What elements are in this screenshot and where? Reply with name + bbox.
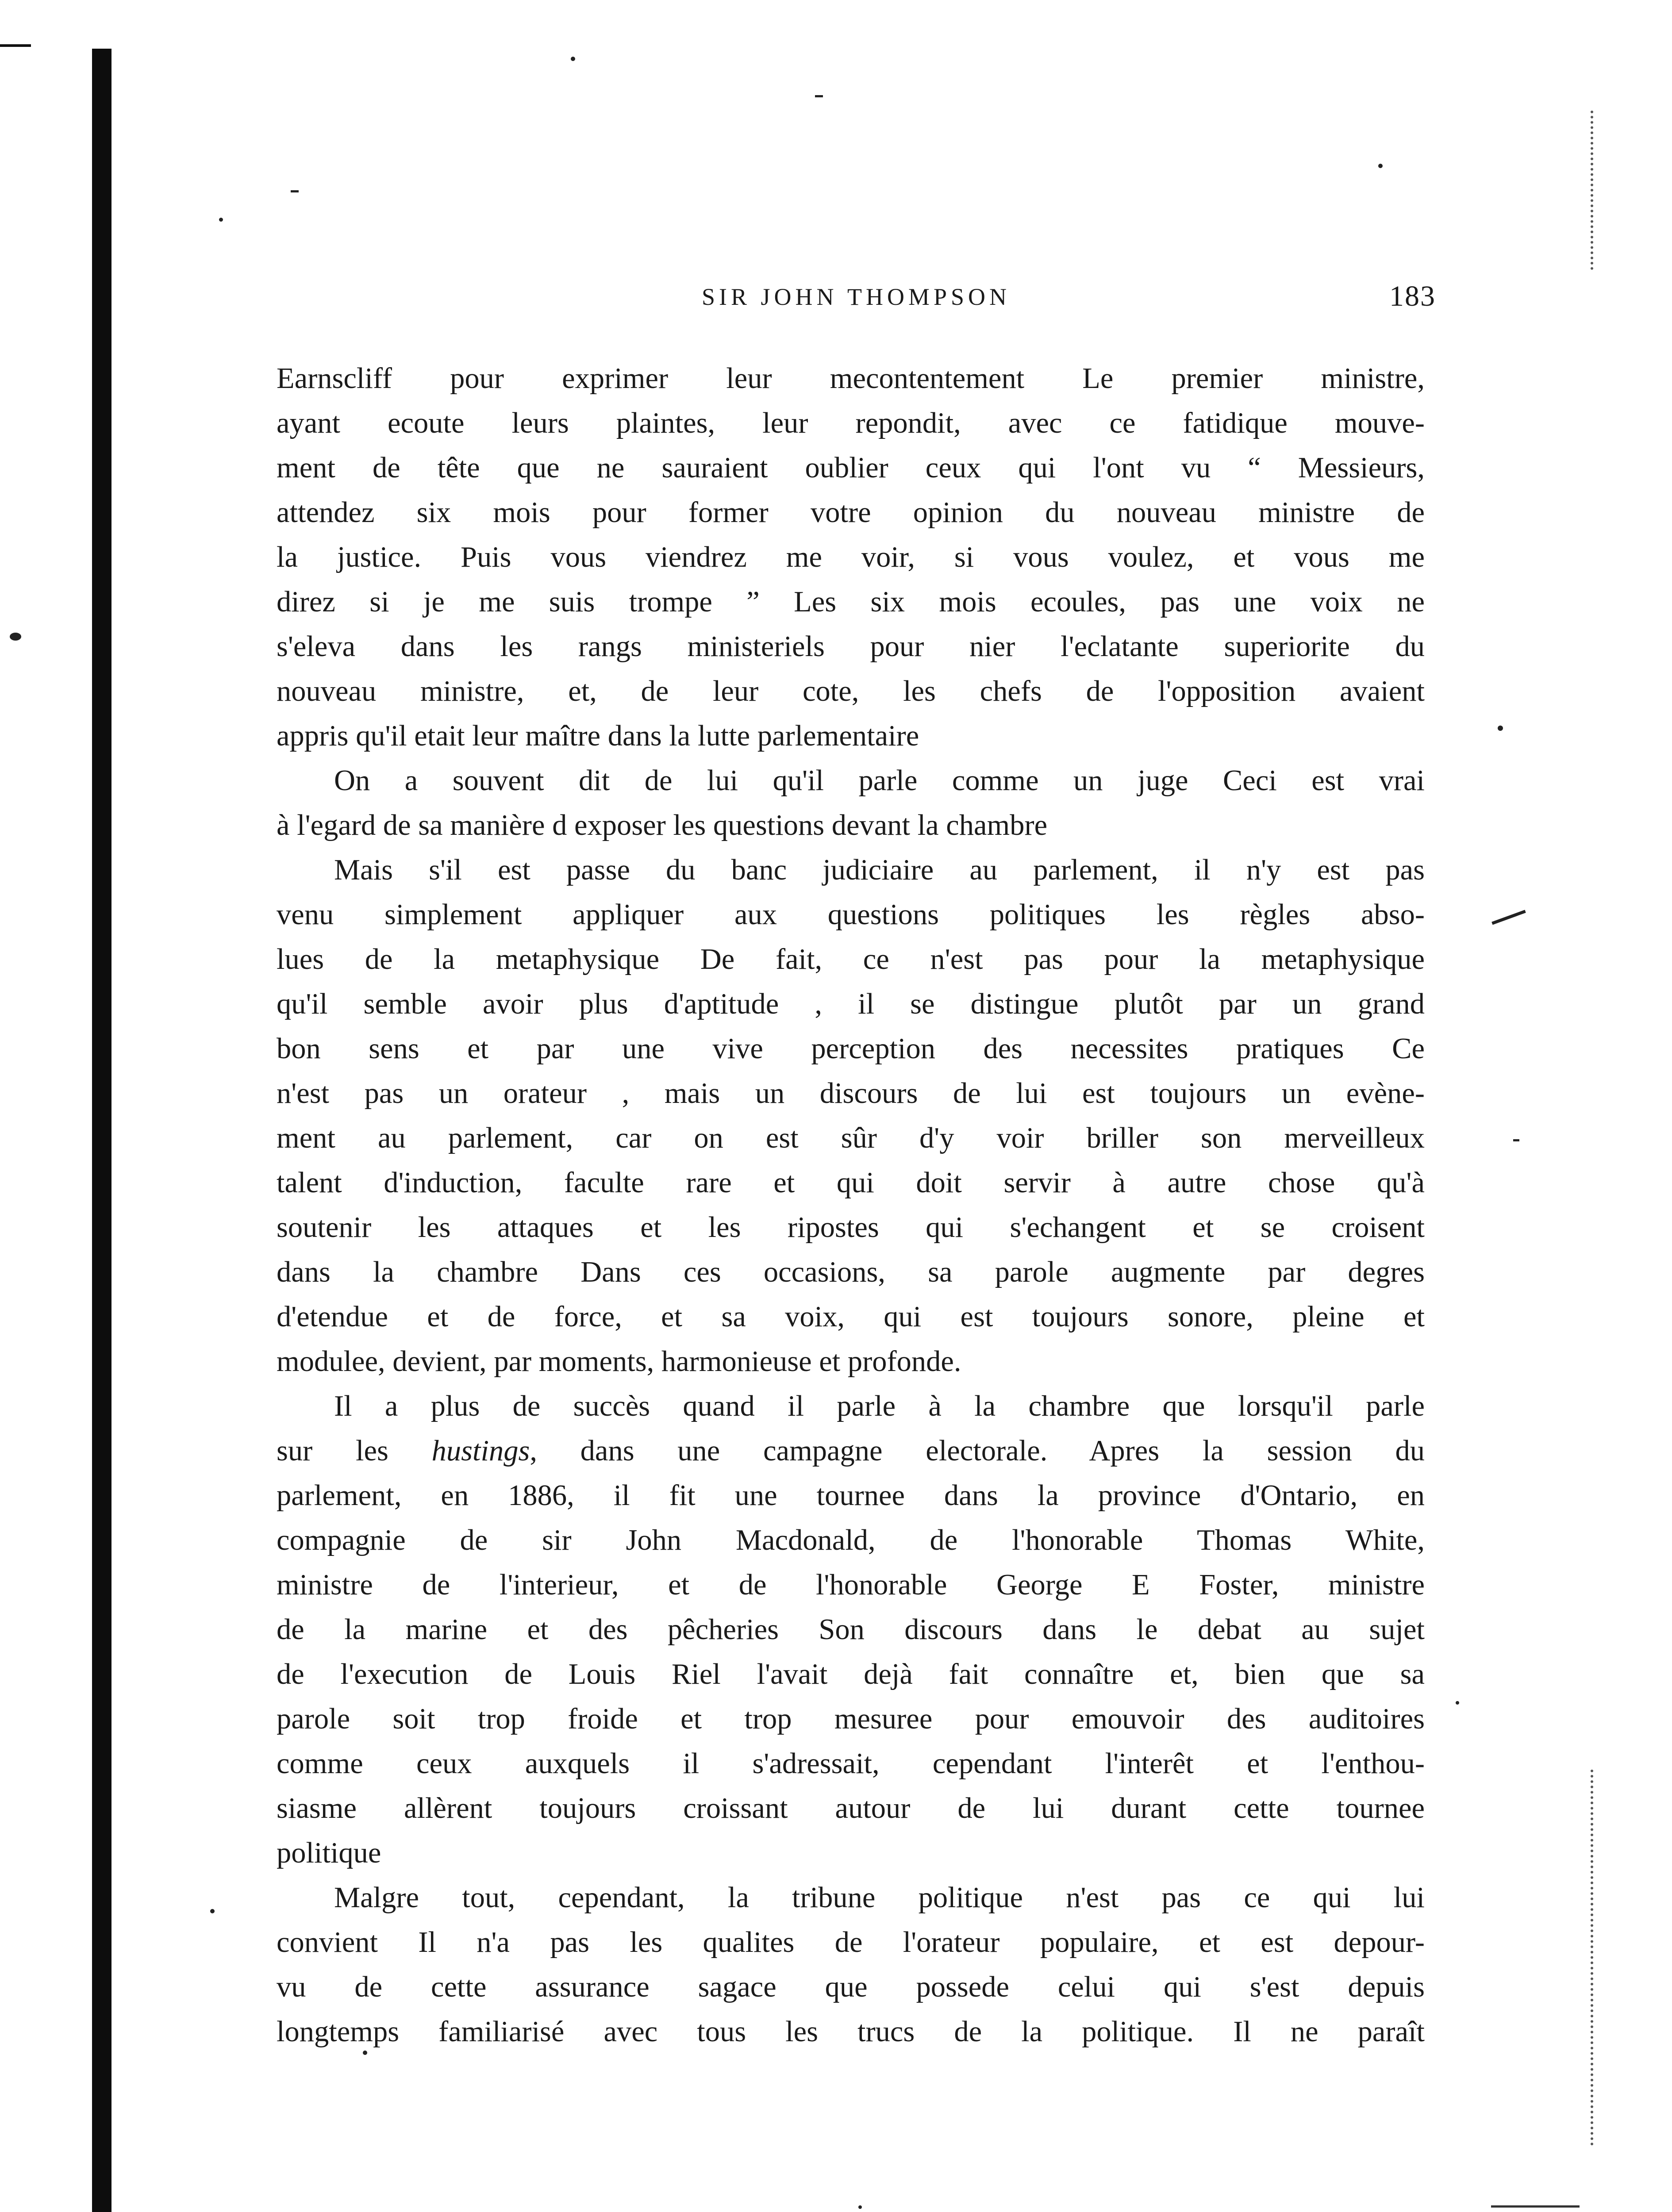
text-line: parlement, en 1886, il fit une tournee dans la province d'Ontario, en — [277, 1479, 1425, 1512]
text-line: direz si je me suis trompe ” Les six mois ecoules, pas une voix ne — [277, 586, 1425, 618]
text-line: venu simplement appliquer aux questions politiques les règles abso- — [277, 899, 1425, 931]
scan-dotted-edge — [1591, 111, 1597, 270]
paragraph-2 — [277, 758, 1425, 848]
paragraph-1 — [277, 356, 1425, 758]
scan-speck — [10, 633, 21, 641]
text-line: Mais s'il est passe du banc judiciaire au parlement, il n'y est pas — [334, 854, 1425, 886]
text-line: attendez six mois pour former votre opinion du nouveau ministre de — [277, 496, 1425, 529]
text-line: comme ceux auxquels il s'adressait, cependant l'interêt et l'enthou- — [277, 1747, 1425, 1780]
text-line: d'etendue et de force, et sa voix, qui est toujours sonore, pleine et — [277, 1301, 1425, 1333]
scan-mark — [815, 95, 823, 97]
text-line: de la marine et des pêcheries Son discours dans le debat au sujet — [277, 1613, 1425, 1646]
text-line: nouveau ministre, et, de leur cote, les chefs de l'opposition avaient — [277, 675, 1425, 707]
text-line: Il a plus de succès quand il parle à la chambre que lorsqu'il parle — [334, 1390, 1425, 1422]
scan-speck — [1498, 726, 1503, 731]
running-title: SIR JOHN THOMPSON — [701, 284, 1011, 310]
binding-edge — [92, 49, 111, 2212]
scan-dotted-edge — [1591, 1770, 1597, 2146]
italic-word: hustings — [431, 1435, 530, 1467]
body-text — [277, 356, 1425, 2054]
scan-speck — [571, 57, 575, 61]
text-line: de l'execution de Louis Riel l'avait dejà fait connaître et, bien que sa — [277, 1658, 1425, 1690]
scan-speck — [858, 2205, 862, 2209]
text-line: compagnie de sir John Macdonald, de l'honorable Thomas White, — [277, 1524, 1425, 1556]
paragraph-4 — [277, 1384, 1425, 1875]
text-line: ayant ecoute leurs plaintes, leur repondit, avec ce fatidique mouve- — [277, 407, 1425, 439]
text-line: qu'il semble avoir plus d'aptitude , il se distingue plutôt par un grand — [277, 988, 1425, 1020]
text-line: sur les hustings, dans une campagne electorale. Apres la session du — [277, 1435, 1425, 1467]
text-line: talent d'induction, faculte rare et qui doit servir à autre chose qu'à — [277, 1167, 1425, 1199]
text-line: On a souvent dit de lui qu'il parle comme un juge Ceci est vrai — [334, 764, 1425, 797]
scan-rule — [1491, 2205, 1580, 2208]
text-line: ment de tête que ne sauraient oublier ceux qui l'ont vu “ Messieurs, — [277, 452, 1425, 484]
text-line: parole soit trop froide et trop mesuree pour emouvoir des auditoires — [277, 1703, 1425, 1735]
text-line: longtemps familiarisé avec tous les trucs de la politique. Il ne paraît — [277, 2016, 1425, 2048]
scan-mark — [291, 190, 299, 192]
text-line: n'est pas un orateur , mais un discours de lui est toujours un evène- — [277, 1077, 1425, 1110]
scan-speck — [1378, 164, 1383, 168]
text-line: à l'egard de sa manière d exposer les questions devant la chambre — [277, 809, 1048, 841]
text-line: lues de la metaphysique De fait, ce n'est pas pour la metaphysique — [277, 943, 1425, 975]
text-line: appris qu'il etait leur maître dans la lutte parlementaire — [277, 720, 919, 752]
text-line: Earnscliff pour exprimer leur mecontentement Le premier ministre, — [277, 362, 1425, 395]
page-number: 183 — [1389, 280, 1436, 312]
text-line: politique — [277, 1837, 381, 1869]
text-line: Malgre tout, cependant, la tribune politique n'est pas ce qui lui — [334, 1882, 1425, 1914]
binding-tick-mark — [0, 44, 31, 47]
scan-mark — [1491, 910, 1526, 925]
scan-speck — [1456, 1701, 1459, 1705]
text-line: soutenir les attaques et les ripostes qui s'echangent et se croisent — [277, 1211, 1425, 1244]
scan-speck — [219, 218, 223, 222]
text-line: la justice. Puis vous viendrez me voir, si vous voulez, et vous me — [277, 541, 1425, 573]
text-line: bon sens et par une vive perception des necessites pratiques Ce — [277, 1033, 1425, 1065]
text-line: convient Il n'a pas les qualites de l'orateur populaire, et est depour- — [277, 1926, 1425, 1959]
paragraph-3 — [277, 848, 1425, 1384]
page-header — [277, 280, 1436, 319]
text-line: modulee, devient, par moments, harmonieuse et profonde. — [277, 1345, 961, 1378]
scan-mark — [1513, 1139, 1519, 1141]
text-line: ment au parlement, car on est sûr d'y voir briller son merveilleux — [277, 1122, 1425, 1154]
text-line: s'eleva dans les rangs ministeriels pour nier l'eclatante superiorite du — [277, 630, 1425, 663]
text-line: dans la chambre Dans ces occasions, sa parole augmente par degres — [277, 1256, 1425, 1288]
text-line: siasme allèrent toujours croissant autour de lui durant cette tournee — [277, 1792, 1425, 1824]
text-line: ministre de l'interieur, et de l'honorable George E Foster, ministre — [277, 1569, 1425, 1601]
paragraph-5 — [277, 1875, 1425, 2054]
text-line: vu de cette assurance sagace que possede celui qui s'est depuis — [277, 1971, 1425, 2003]
scan-speck — [210, 1909, 215, 1913]
